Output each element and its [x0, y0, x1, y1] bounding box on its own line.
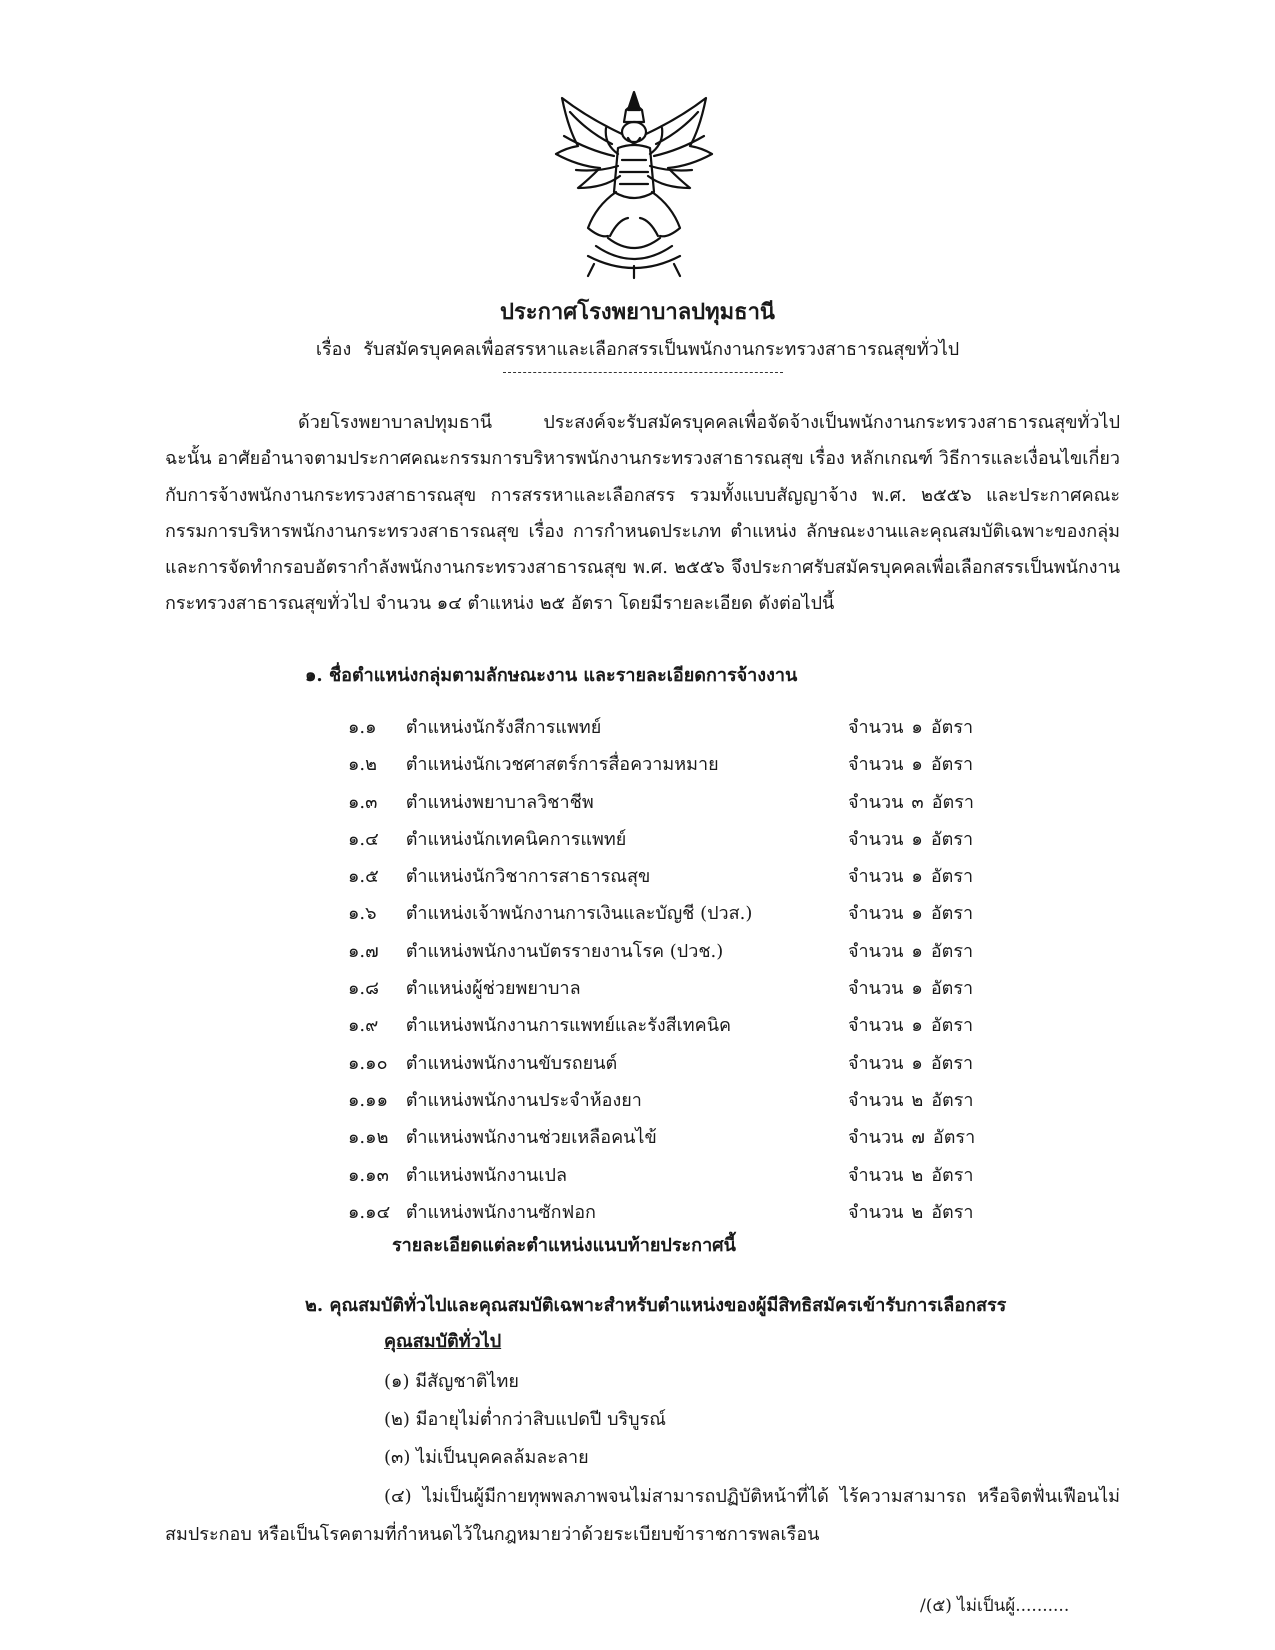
- position-list: [348, 712, 1008, 1234]
- item-position: ตำแหน่งผู้ช่วยพยาบาล: [405, 978, 581, 1000]
- list-item: [348, 749, 1008, 786]
- unit-label: อัตรา: [930, 940, 974, 962]
- item-quantity: [848, 787, 982, 816]
- item-quantity: [848, 824, 981, 853]
- item-number: ๑.๘: [348, 978, 380, 1000]
- qty-label: จำนวน: [848, 1015, 904, 1037]
- unit-label: อัตรา: [931, 1089, 974, 1111]
- unit-label: อัตรา: [930, 754, 974, 776]
- qty-count: ๑: [911, 1015, 923, 1037]
- unit-label: อัตรา: [930, 828, 974, 850]
- unit-label: อัตรา: [930, 1052, 974, 1074]
- qty-label: จำนวน: [848, 791, 904, 813]
- item-number: ๑.๒: [348, 754, 378, 776]
- qty-count: ๓: [911, 791, 924, 813]
- unit-label: อัตรา: [932, 1127, 976, 1149]
- item-quantity: [848, 1010, 981, 1039]
- list-item: [348, 787, 1008, 824]
- item-number: ๑.๑๓: [348, 1164, 389, 1186]
- item-quantity: [848, 1122, 983, 1151]
- item-position: ตำแหน่งนักเวชศาสตร์การสื่อความหมาย: [405, 754, 719, 776]
- item-position: ตำแหน่งพยาบาลวิชาชีพ: [405, 791, 594, 813]
- qty-label: จำนวน: [848, 754, 904, 776]
- intro-paragraph: ด้วยโรงพยาบาลปทุมธานี ประสงค์จะรับสมัครบุคคลเพื่อจัดจ้างเป็นพนักงานกระทรวงสาธารณสุขทั่วไป ฉะนั้น อาศัยอำนาจตามประกาศคณะกรรมการบริหารพนักงานกระทรวงสาธารณสุข เรื่อง หลักเกณฑ์ วิธีการและเงื่อนไขเกี่ยวกับการจ้างพนักงานกระทรวงสาธารณสุข การสรรหาและเลือกสรร รวมทั้งแบบสัญญาจ้าง พ.ศ. ๒๕๕๖ และประกาศคณะกรรมการบริหารพนักงานกระทรวงสาธารณสุข เรื่อง การกำหนดประเภท ตำแหน่ง ลักษณะงานและคุณสมบัติเฉพาะของกลุ่มและการจัดทำกรอบอัตรากำลังพนักงานกระทรวงสาธารณสุข พ.ศ. ๒๕๕๖ จึงประกาศรับสมัครบุคคลเพื่อเลือกสรรเป็นพนักงานกระทรวงสาธารณสุขทั่วไป จำนวน ๑๔ ตำแหน่ง ๒๕ อัตรา โดยมีรายละเอียด ดังต่อไปนี้: [165, 412, 1120, 615]
- section-2-heading: ๒. คุณสมบัติทั่วไปและคุณสมบัติเฉพาะสำหรับตำแหน่งของผู้มีสิทธิสมัครเข้ารับการเลือกสรร: [305, 1295, 1007, 1316]
- qualification-1: (๑) มีสัญชาติไทย: [384, 1371, 519, 1392]
- item-quantity: [848, 898, 981, 927]
- list-item: [348, 898, 1008, 935]
- qty-count: ๑: [911, 828, 923, 850]
- item-quantity: [848, 973, 981, 1002]
- item-number: ๑.๑๐: [348, 1052, 388, 1074]
- qty-label: จำนวน: [848, 828, 904, 850]
- item-quantity: [848, 1085, 982, 1114]
- item-quantity: [848, 861, 981, 890]
- item-quantity: [848, 749, 981, 778]
- unit-label: อัตรา: [930, 866, 974, 888]
- qty-count: ๑: [911, 940, 923, 962]
- unit-label: อัตรา: [931, 1164, 974, 1186]
- unit-label: อัตรา: [930, 903, 974, 925]
- qty-label: จำนวน: [848, 1127, 904, 1149]
- item-number: ๑.๕: [348, 866, 379, 888]
- list-item: [348, 861, 1008, 898]
- unit-label: อัตรา: [930, 978, 974, 1000]
- qty-label: จำนวน: [848, 1089, 904, 1111]
- qty-count: ๑: [911, 866, 923, 888]
- item-position: ตำแหน่งนักเทคนิคการแพทย์: [405, 828, 627, 850]
- qty-count: ๒: [911, 1089, 924, 1111]
- unit-label: อัตรา: [931, 791, 974, 813]
- list-item: [348, 824, 1008, 861]
- unit-label: อัตรา: [930, 1015, 974, 1037]
- item-quantity: [848, 936, 981, 965]
- list-item: [348, 1122, 1008, 1159]
- garuda-emblem-icon: [548, 88, 720, 280]
- item-quantity: [848, 712, 981, 741]
- list-item: [348, 1048, 1008, 1085]
- item-position: ตำแหน่งพนักงานขับรถยนต์: [405, 1052, 618, 1074]
- item-number: ๑.๗: [348, 940, 379, 962]
- qty-label: จำนวน: [848, 866, 904, 888]
- qty-count: ๑: [911, 717, 923, 738]
- item-position: ตำแหน่งพนักงานประจำห้องยา: [405, 1089, 642, 1111]
- qty-label: จำนวน: [848, 1201, 904, 1223]
- announcement-title: ประกาศโรงพยาบาลปทุมธานี: [500, 299, 775, 325]
- item-position: ตำแหน่งนักวิชาการสาธารณสุข: [405, 866, 651, 888]
- unit-label: อัตรา: [930, 717, 974, 738]
- qty-count: ๑: [911, 903, 923, 925]
- qty-label: จำนวน: [848, 978, 904, 1000]
- list-item: [348, 973, 1008, 1010]
- divider: [503, 372, 783, 373]
- list-item: [348, 712, 1008, 749]
- item-position: ตำแหน่งพนักงานซักฟอก: [405, 1201, 596, 1223]
- item-number: ๑.๖: [348, 903, 377, 925]
- attachment-note: รายละเอียดแต่ละตำแหน่งแนบท้ายประกาศนี้: [392, 1235, 736, 1256]
- item-position: ตำแหน่งพนักงานบัตรรายงานโรค (ปวช.): [405, 940, 724, 962]
- unit-label: อัตรา: [931, 1201, 974, 1223]
- continuation-footer: /(๕) ไม่เป็นผู้..........: [920, 1596, 1070, 1616]
- item-number: ๑.๑๒: [348, 1127, 389, 1149]
- item-number: ๑.๙: [348, 1015, 379, 1037]
- list-item: [348, 1197, 1008, 1234]
- item-position: ตำแหน่งพนักงานช่วยเหลือคนไข้: [405, 1127, 657, 1149]
- qty-count: ๒: [911, 1164, 924, 1186]
- item-quantity: [848, 1160, 982, 1189]
- subject-text: รับสมัครบุคคลเพื่อสรรหาและเลือกสรรเป็นพนักงานกระทรวงสาธารณสุขทั่วไป: [363, 339, 960, 360]
- item-quantity: [848, 1048, 981, 1077]
- qualification-2: (๒) มีอายุไม่ต่ำกว่าสิบแปดปี บริบูรณ์: [384, 1409, 666, 1430]
- section-1-heading: ๑. ชื่อตำแหน่งกลุ่มตามลักษณะงาน และรายละเอียดการจ้างงาน: [305, 665, 798, 686]
- item-number: ๑.๑๔: [348, 1201, 391, 1223]
- qualification-3: (๓) ไม่เป็นบุคคลล้มละลาย: [384, 1447, 589, 1468]
- general-qualifications-heading: คุณสมบัติทั่วไป: [384, 1331, 502, 1352]
- announcement-subject: [0, 334, 1275, 363]
- qty-label: จำนวน: [848, 1164, 904, 1186]
- qty-count: ๗: [911, 1127, 925, 1149]
- subject-label: เรื่อง: [315, 339, 352, 360]
- qty-label: จำนวน: [848, 1052, 904, 1074]
- item-quantity: [848, 1197, 982, 1226]
- list-item: [348, 936, 1008, 973]
- item-number: ๑.๑๑: [348, 1089, 388, 1111]
- item-number: ๑.๑: [348, 717, 377, 738]
- qty-label: จำนวน: [848, 903, 904, 925]
- qty-count: ๒: [911, 1201, 924, 1223]
- item-position: ตำแหน่งพนักงานเปล: [405, 1164, 567, 1186]
- qty-count: ๑: [911, 978, 923, 1000]
- item-number: ๑.๓: [348, 791, 378, 813]
- qty-count: ๑: [911, 754, 923, 776]
- list-item: [348, 1160, 1008, 1197]
- item-position: ตำแหน่งพนักงานการแพทย์และรังสีเทคนิค: [405, 1015, 732, 1037]
- item-position: ตำแหน่งนักรังสีการแพทย์: [405, 717, 602, 738]
- qty-count: ๑: [911, 1052, 923, 1074]
- item-position: ตำแหน่งเจ้าพนักงานการเงินและบัญชี (ปวส.): [405, 903, 753, 925]
- qualification-4: (๔) ไม่เป็นผู้มีกายทุพพลภาพจนไม่สามารถปฏิบัติหน้าที่ได้ ไร้ความสามารถ หรือจิตฟั่นเฟือนไม่สมประกอบ หรือเป็นโรคตามที่กำหนดไว้ในกฎหมายว่าด้วยระเบียบข้าราชการพลเรือน: [165, 1486, 1120, 1545]
- item-number: ๑.๔: [348, 828, 379, 850]
- list-item: [348, 1085, 1008, 1122]
- qty-label: จำนวน: [848, 940, 904, 962]
- list-item: [348, 1010, 1008, 1047]
- qty-label: จำนวน: [848, 717, 904, 738]
